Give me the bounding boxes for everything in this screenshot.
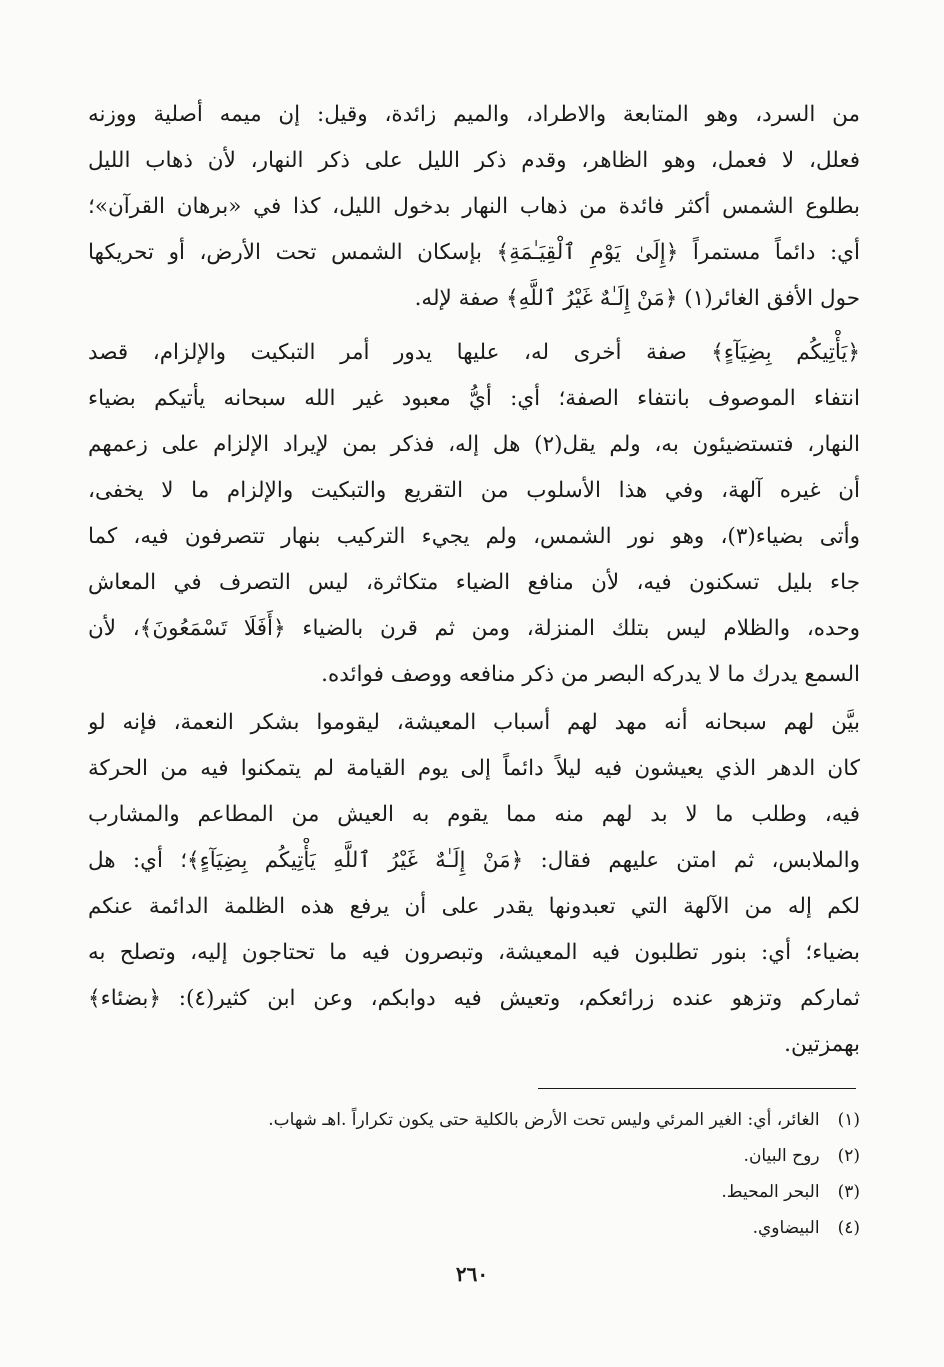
footnote: [100, 1210, 860, 1246]
page-number: ٢٦٠: [455, 1262, 489, 1286]
text-line: حول الأفق الغائر(١) ﴿مَنْ إِلَـٰهٌ غَيْرُ ٱللَّهِ﴾ صفة لإله.: [414, 286, 860, 311]
text-line: من السرد، وهو المتابعة والاطراد، والميم زائدة، وقيل: إن ميمه أصلية ووزنه: [88, 102, 860, 127]
paragraph-3: [88, 700, 860, 1068]
paragraph-1: [88, 92, 860, 322]
footnote: [100, 1174, 860, 1210]
text-line: فعلل، لا فعمل، وهو الظاهر، وقدم ذكر الليل على ذكر النهار، لأن ذهاب الليل: [88, 148, 860, 173]
text-line: لكم إله من الآلهة التي تعبدونها يقدر على أن يرفع هذه الظلمة الدائمة عنكم: [88, 894, 860, 919]
text-line: فيه، وطلب ما لا بد لهم منه مما يقوم به العيش من المطاعم والمشارب: [88, 802, 860, 827]
text-line: أن غيره آلهة، وفي هذا الأسلوب من التقريع والتبكيت والإلزام ما لا يخفى،: [88, 478, 860, 503]
footnote-divider: [538, 1088, 856, 1089]
footnote-text: البحر المحيط.: [721, 1182, 820, 1202]
text-line: بضياء؛ أي: بنور تطلبون فيه المعيشة، وتبصرون فيه ما تحتاجون إليه، وتصلح به: [88, 940, 860, 965]
footnote-number: (٢): [837, 1146, 860, 1166]
text-line: السمع يدرك ما لا يدركه البصر من ذكر منافعه ووصف فوائده.: [321, 662, 860, 687]
footnotes: [100, 1102, 860, 1246]
text-line: وحده، والظلام ليس بتلك المنزلة، ومن ثم قرن بالضياء ﴿أَفَلَا تَسْمَعُونَ﴾، لأن: [88, 616, 860, 641]
text-line: أي: دائماً مستمراً ﴿إِلَىٰ يَوْمِ ٱلْقِيَـٰمَةِ﴾ بإسكان الشمس تحت الأرض، أو تحريكها: [88, 240, 860, 265]
footnote: [100, 1138, 860, 1174]
footnote-text: الغائر، أي: الغير المرئي وليس تحت الأرض بالكلية حتى يكون تكراراً .اهـ شهاب.: [268, 1110, 820, 1130]
footnote-text: روح البيان.: [743, 1146, 820, 1166]
text-line: جاء بليل تسكنون فيه، لأن منافع الضياء متكاثرة، ليس التصرف في المعاش: [88, 570, 860, 595]
footnote: [100, 1102, 860, 1138]
text-line: بيَّن لهم سبحانه أنه مهد لهم أسباب المعيشة، ليقوموا بشكر النعمة، فإنه لو: [88, 710, 860, 735]
footnote-number: (١): [837, 1110, 860, 1130]
text-line: ثماركم وتزهو عنده زرائعكم، وتعيش فيه دوابكم، وعن ابن كثير(٤): ﴿بضئاء﴾: [88, 986, 860, 1011]
footnote-number: (٤): [837, 1218, 860, 1238]
text-line: والملابس، ثم امتن عليهم فقال: ﴿مَنْ إِلَـٰهٌ غَيْرُ ٱللَّهِ يَأْتِيكُم بِضِيَآءٍ﴾؛ أي: هل: [88, 848, 860, 873]
footnote-text: البيضاوي.: [752, 1218, 820, 1238]
footnote-number: (٣): [837, 1182, 860, 1202]
text-line: وأتى بضياء(٣)، وهو نور الشمس، ولم يجيء التركيب بنهار تتصرفون فيه، كما: [88, 524, 860, 549]
text-line: بهمزتين.: [784, 1032, 860, 1057]
text-line: ﴿يَأْتِيكُم بِضِيَآءٍ﴾ صفة أخرى له، عليها يدور أمر التبكيت والإلزام، قصد: [88, 340, 860, 365]
text-line: النهار، فتستضيئون به، ولم يقل(٢) هل إله، فذكر بمن لإيراد الإلزام على زعمهم: [88, 432, 860, 457]
text-line: انتفاء الموصوف بانتفاء الصفة؛ أي: أيُّ معبود غير الله سبحانه يأتيكم بضياء: [88, 386, 860, 411]
text-line: كان الدهر الذي يعيشون فيه ليلاً دائماً إلى يوم القيامة لم يتمكنوا فيه من الحركة: [88, 756, 860, 781]
text-line: بطلوع الشمس أكثر فائدة من ذهاب النهار بدخول الليل، كذا في «برهان القرآن»؛: [88, 194, 860, 219]
paragraph-2: [88, 330, 860, 698]
